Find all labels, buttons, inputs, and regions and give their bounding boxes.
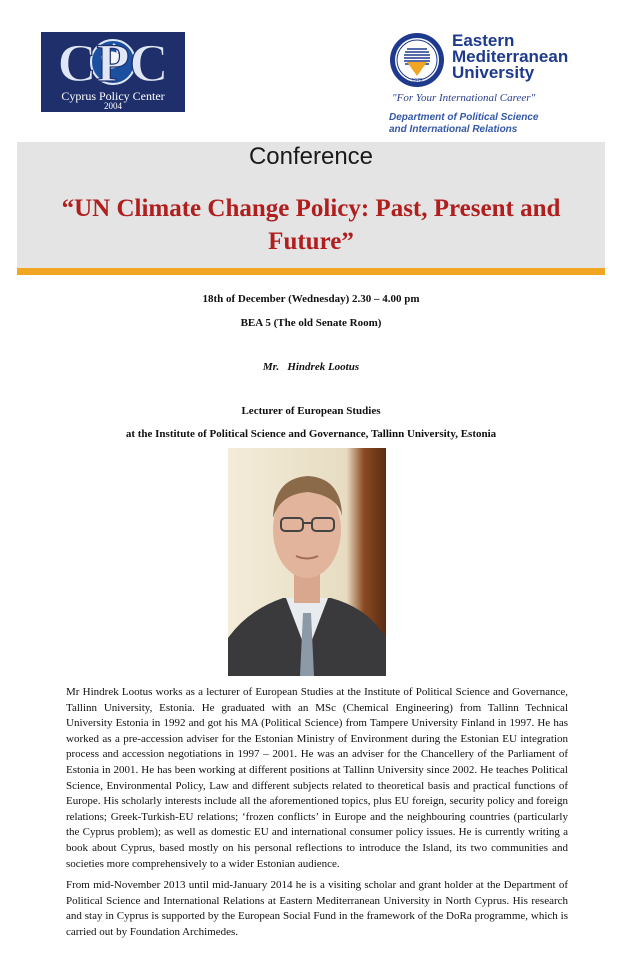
speaker-portrait-graphic: [228, 448, 386, 676]
speaker-role: Lecturer of European Studies: [241, 405, 381, 417]
banner-accent-bar: [17, 268, 605, 275]
cpc-letters-graphic: [41, 32, 185, 92]
speaker-photo: [228, 448, 386, 676]
emu-seal-year: 1979: [411, 78, 423, 84]
emu-dept-line1: Department of Political Science: [389, 112, 539, 123]
emu-seal-icon: [389, 32, 445, 88]
emu-slogan: "For Your International Career": [392, 92, 536, 104]
speaker-bio: [66, 685, 568, 947]
bio-paragraph-2: From mid-November 2013 until mid-January 2014 he is a visiting scholar and grant holder at the Department of Political Science and International Relations at Eastern Mediterranean University in North Cyprus. His research and stay in Cyprus is supported by the European Social Fund in the framework of the DoRa programme, which is carried out by Foundation Archimedes.: [66, 879, 568, 938]
speaker-institution: at the Institute of Political Science and Governance, Tallinn University, Estonia: [125, 428, 497, 440]
event-date: 18th of December (Wednesday) 2.30 – 4.00 pm: [202, 293, 420, 305]
cpc-year: 2004: [104, 101, 122, 111]
cpc-logo: [41, 32, 185, 112]
cpc-name: Cyprus Policy Center: [61, 89, 165, 103]
cpc-letters-text: CPC: [57, 33, 169, 92]
emu-dept-line2: and International Relations: [389, 124, 518, 135]
conference-label: Conference: [248, 143, 374, 170]
event-room: BEA 5 (The old Senate Room): [240, 317, 382, 329]
speaker-name: Mr. Hindrek Lootus: [262, 361, 360, 373]
conference-title: “UN Climate Change Policy: Past, Present and Future”: [61, 195, 561, 255]
emu-department: [389, 112, 589, 136]
bio-paragraph-1: Mr Hindrek Lootus works as a lecturer of European Studies at the Institute of Political Science and Governance, Tallinn University, Estonia. He graduated with an MSc (Chemical Engineering) from Tallinn Technical University Estonia in 1992 and got his MA (Political Science) from Tampere University Finland in 1997. He has worked as a pre-accession adviser for the Estonian Ministry of Environment during the Estonian EU integration process and accession negotiations in 1997 – 2001. He was an adviser for the Chancellery of the Parliament of Estonia in 2001. He has been working at different positions at Tallinn University since 2002. He teaches Political Science, Environmental Policy, Law and different subjects related to theoretical basis and practical functions of Europe. His scholarly interests include all the aforementioned topics, plus EU foreign, security policy and foreign relations; Greek-Turkish-EU relations; ‘frozen conflicts’ in Europe and the neighbouring countries (particularly the Cyprus problem); as well as domestic EU and international consumer policy issues. He is currently writing a book about Cyprus, based mostly on his personal reflections to introduce the Island, its two communities and societies more comprehensively to a wider Estonian audience.: [66, 686, 568, 870]
emu-name: Eastern Mediterranean University: [452, 31, 569, 82]
